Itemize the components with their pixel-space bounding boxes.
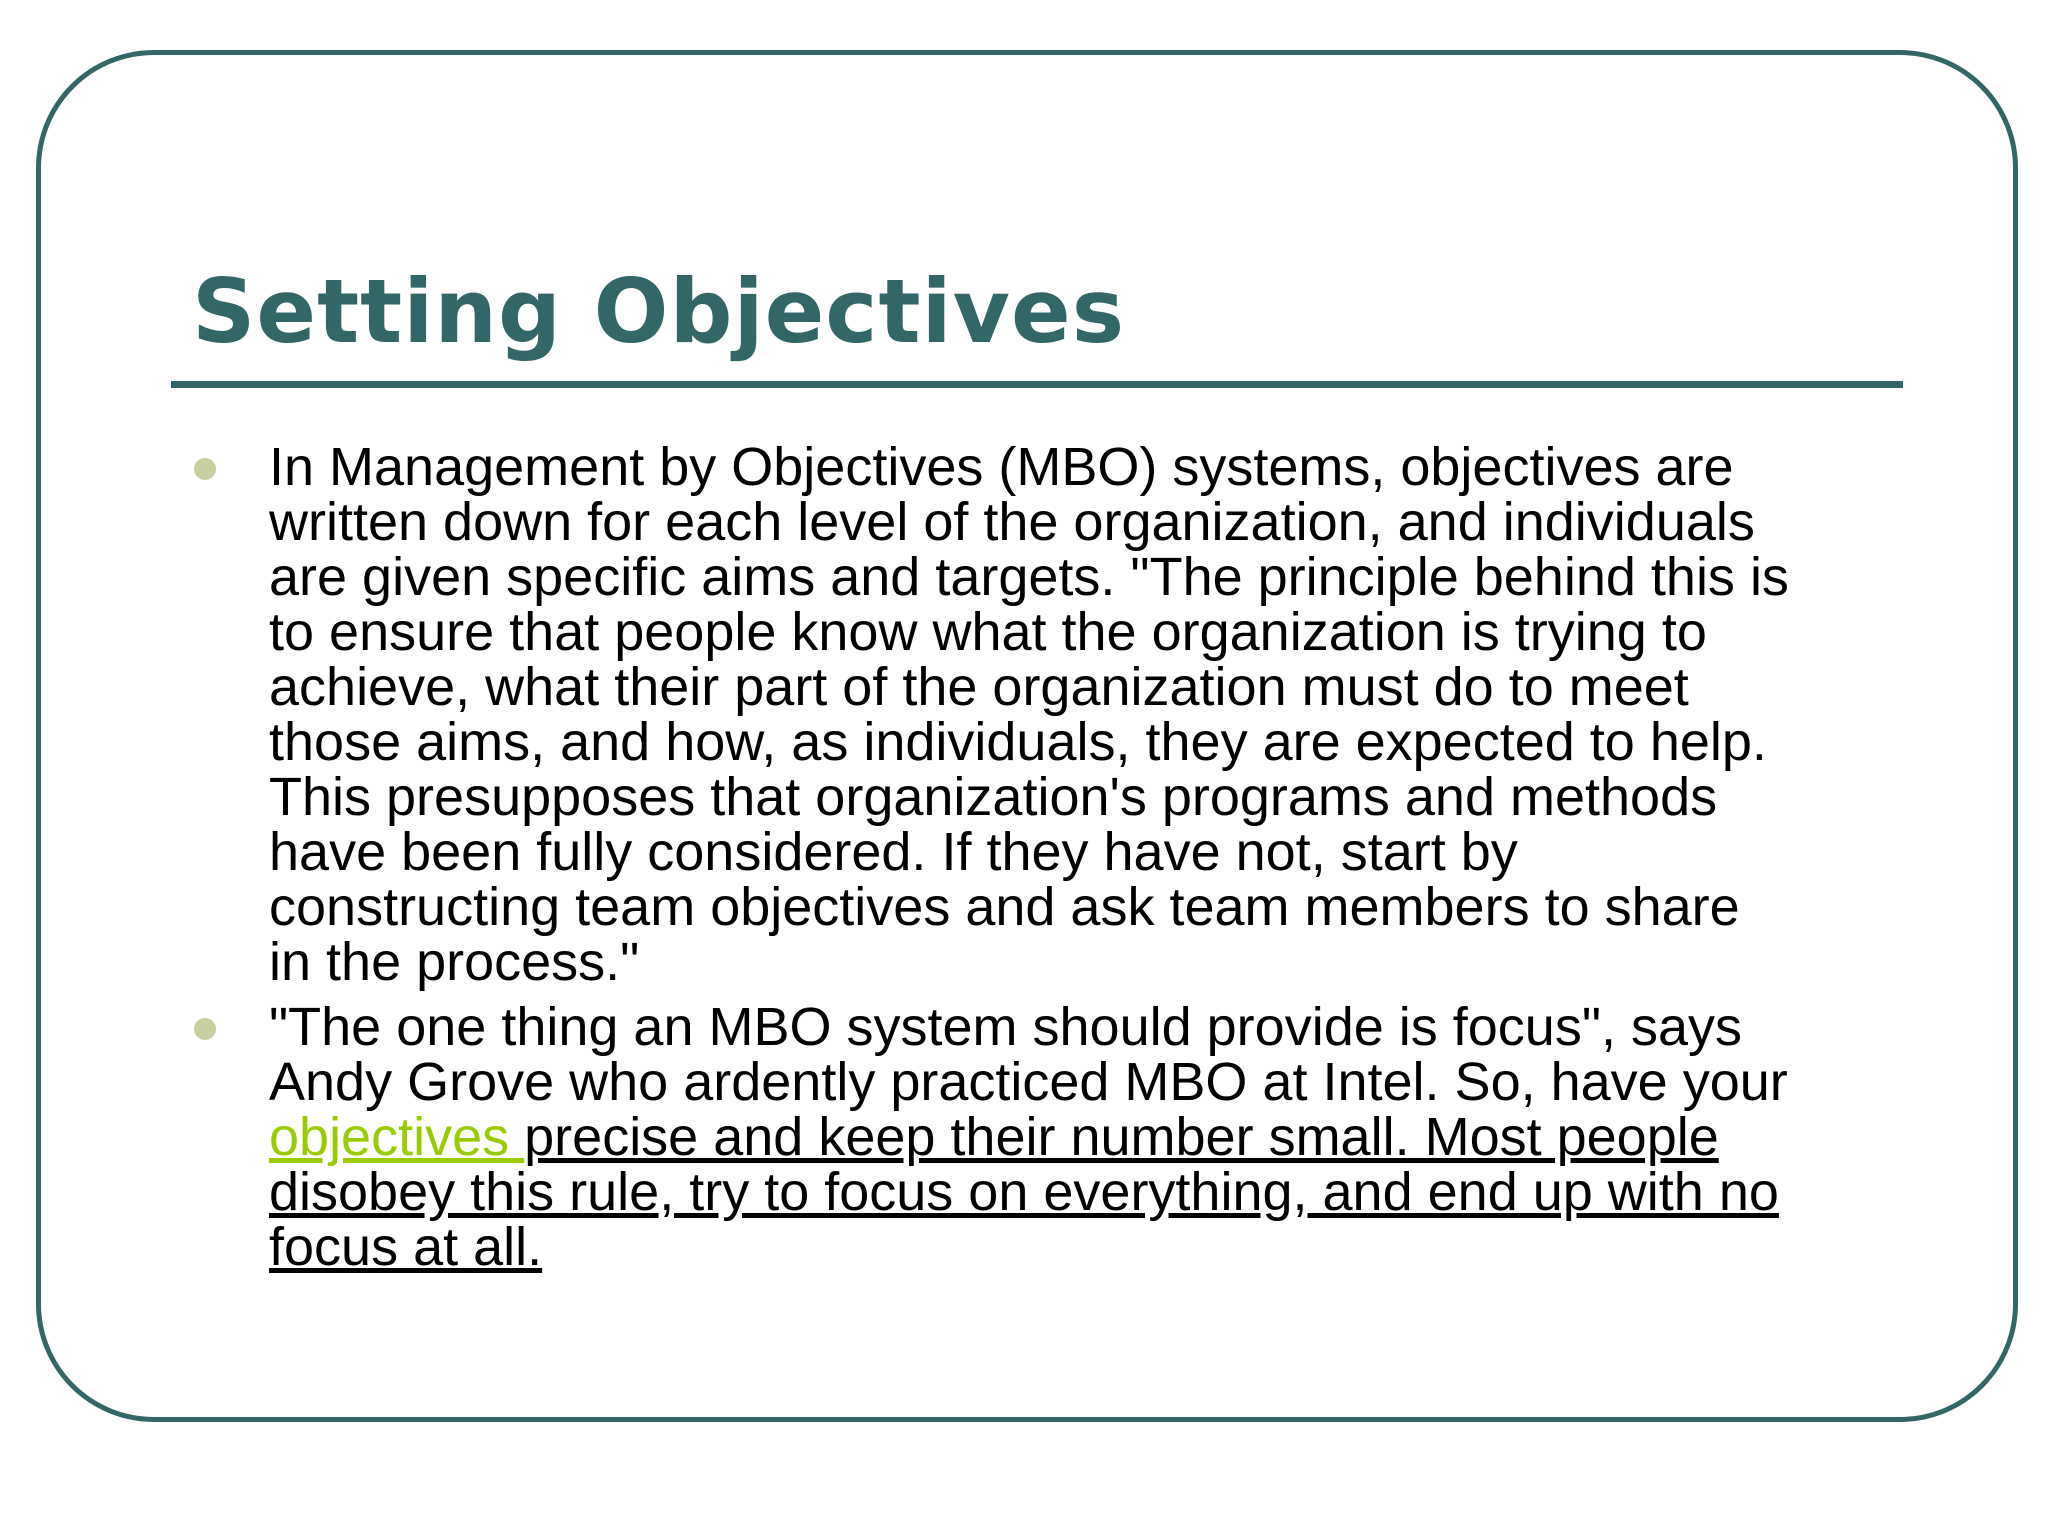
title-divider — [171, 381, 1903, 388]
text-line: written down for each level of the organization, and individuals — [269, 492, 1755, 552]
text-line: constructing team objectives and ask team members to share — [269, 877, 1740, 937]
text-line: "The one thing an MBO system should provide is focus", says — [269, 997, 1743, 1057]
bullet-text — [269, 437, 1909, 992]
bullet-item — [0, 997, 2048, 1277]
text-line: Andy Grove who ardently practiced MBO at Intel. So, have your — [269, 1052, 1788, 1112]
bullet-list — [0, 437, 2048, 1285]
text-line: in the process." — [269, 932, 640, 992]
bullet-dot-icon — [194, 1018, 216, 1040]
slide-title: Setting Objectives — [192, 260, 1126, 363]
bullet-item — [0, 437, 2048, 992]
text-line: In Management by Objectives (MBO) systems, objectives are — [269, 437, 1734, 497]
underlined-text: focus at all. — [269, 1217, 543, 1277]
text-line — [269, 1107, 1909, 1167]
text-line — [269, 1217, 1909, 1277]
underlined-text: disobey this rule, try to focus on everything, and end up with no — [269, 1162, 1779, 1222]
bullet-dot-icon — [194, 458, 216, 480]
text-line: to ensure that people know what the organization is trying to — [269, 602, 1707, 662]
bullet-text — [269, 997, 1909, 1277]
text-line: This presupposes that organization's programs and methods — [269, 767, 1718, 827]
underlined-text: precise and keep their number small. Most people — [524, 1107, 1719, 1167]
text-line: have been fully considered. If they have not, start by — [269, 822, 1518, 882]
text-line: achieve, what their part of the organization must do to meet — [269, 657, 1689, 717]
text-line: those aims, and how, as individuals, they are expected to help. — [269, 712, 1767, 772]
objectives-link[interactable]: objectives — [269, 1107, 525, 1167]
text-line: are given specific aims and targets. "The principle behind this is — [269, 547, 1789, 607]
